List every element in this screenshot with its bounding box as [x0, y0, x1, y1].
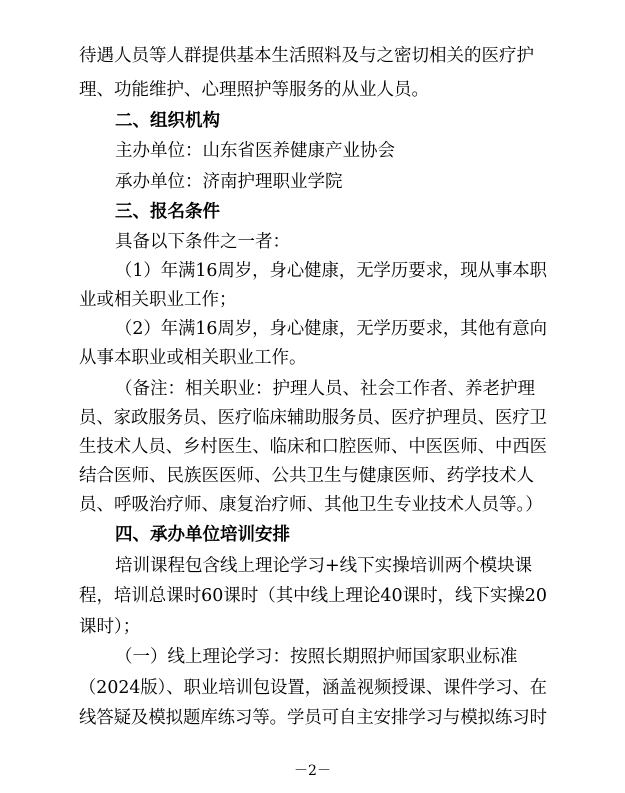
- paragraph-line: [0, 581, 625, 611]
- heading-text: 三、报名条件: [115, 202, 220, 222]
- line-text: 业或相关职业工作；: [79, 290, 237, 310]
- section-heading: [0, 197, 625, 227]
- paragraph-line: [0, 167, 625, 197]
- line-text: （备注：相关职业：护理人员、社会工作者、养老护理: [115, 379, 535, 399]
- line-text: 生技术人员、乡村医生、临床和口腔医师、中医医师、中西医: [79, 437, 548, 457]
- paragraph-line: [0, 703, 625, 733]
- paragraph-line: [0, 227, 625, 257]
- line-text: 程，培训总课时60课时（其中线上理论40课时，线下实操20: [79, 586, 547, 606]
- line-text: 具备以下条件之一者：: [115, 232, 290, 252]
- paragraph-line: [0, 612, 625, 642]
- section-heading: [0, 520, 625, 550]
- paragraph-line: [0, 461, 625, 491]
- heading-text: 二、组织机构: [115, 111, 220, 131]
- line-text: 线答疑及模拟题库练习等。学员可自主安排学习与模拟练习时: [79, 708, 548, 728]
- line-text: 培训课程包含线上理论学习+线下实操培训两个模块课: [115, 556, 533, 576]
- page-number: －2－: [294, 763, 331, 779]
- paragraph-line: [0, 673, 625, 703]
- line-text: 员、呼吸治疗师、康复治疗师、其他卫生专业技术人员等。）: [79, 495, 543, 515]
- paragraph-line: [0, 256, 625, 286]
- line-text: 主办单位：山东省医养健康产业协会: [115, 141, 395, 161]
- line-text: （2024版）、职业培训包设置，涵盖视频授课、课件学习、在: [79, 678, 547, 698]
- paragraph-line: [0, 374, 625, 404]
- paragraph-line: [0, 75, 625, 105]
- line-text: 从事本职业或相关职业工作。: [79, 348, 307, 368]
- line-text: （一）线上理论学习：按照长期照护师国家职业标准: [115, 647, 518, 667]
- paragraph-line: [0, 314, 625, 344]
- paragraph-line: [0, 41, 625, 71]
- paragraph-line: [0, 551, 625, 581]
- paragraph-line: [0, 432, 625, 462]
- line-text: 结合医师、民族医医师、公共卫生与健康医师、药学技术人: [79, 466, 534, 486]
- paragraph-line: [0, 343, 625, 373]
- heading-text: 四、承办单位培训安排: [115, 525, 290, 545]
- paragraph-line: [0, 642, 625, 672]
- paragraph-line: [0, 136, 625, 166]
- section-heading: [0, 106, 625, 136]
- line-text: （1）年满16周岁，身心健康，无学历要求，现从事本职: [115, 261, 547, 281]
- line-text: 员、家政服务员、医疗临床辅助服务员、医疗护理员、医疗卫: [79, 408, 548, 428]
- paragraph-line: [0, 490, 625, 520]
- line-text: 承办单位：济南护理职业学院: [115, 172, 343, 192]
- line-text: 待遇人员等人群提供基本生活照料及与之密切相关的医疗护: [79, 46, 534, 66]
- line-text: （2）年满16周岁，身心健康，无学历要求，其他有意向: [115, 319, 547, 339]
- paragraph-line: [0, 285, 625, 315]
- paragraph-line: [0, 403, 625, 433]
- line-text: 课时）；: [79, 617, 141, 637]
- line-text: 理、功能维护、心理照护等服务的从业人员。: [79, 80, 429, 100]
